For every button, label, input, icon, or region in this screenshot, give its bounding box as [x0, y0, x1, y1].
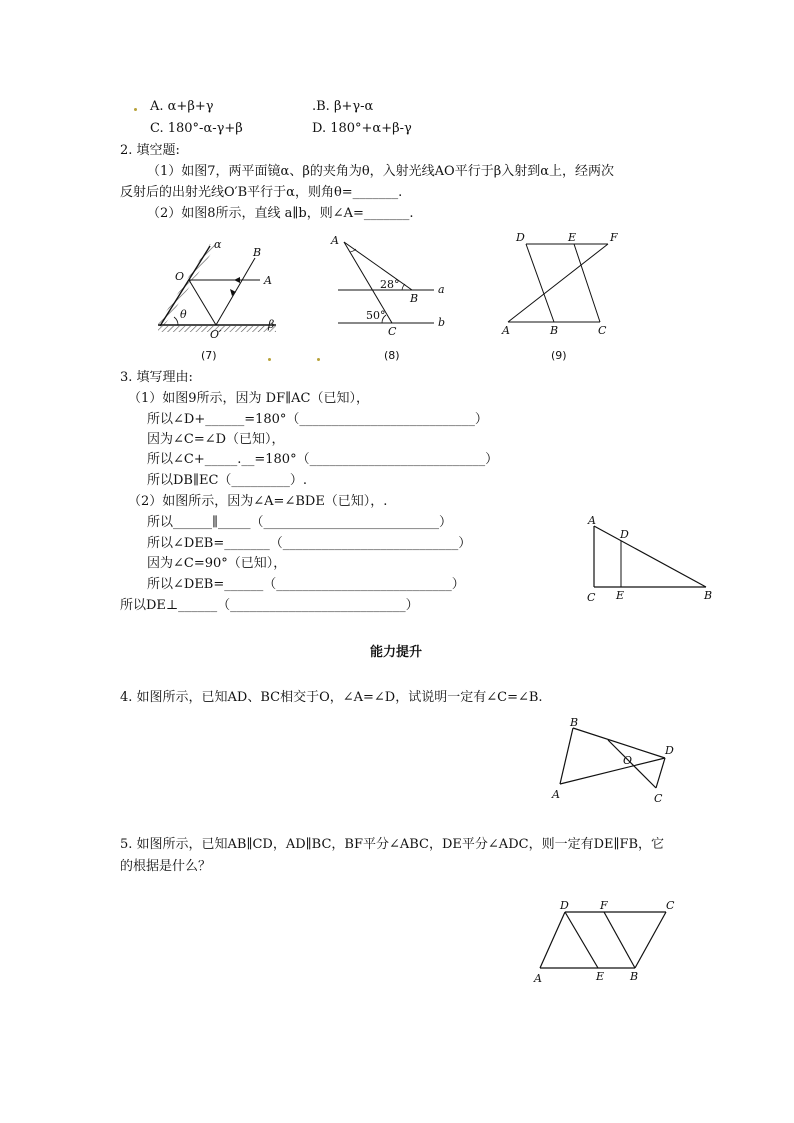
- fig9-label-D: D: [516, 231, 525, 244]
- q3-part1-line2: 因为∠C=∠D（已知），: [147, 432, 285, 447]
- option-a: A. α+β+γ: [150, 99, 214, 114]
- q4fig-label-D: D: [665, 744, 674, 757]
- section-title: 能力提升: [370, 645, 423, 660]
- q5fig-label-D: D: [560, 899, 569, 912]
- q4-figure: [548, 716, 678, 806]
- fig9-label-E: E: [568, 231, 577, 244]
- fig7-label-O-prime: O′: [210, 328, 222, 341]
- q4fig-label-O: O: [623, 754, 633, 767]
- fig8-label-C: C: [388, 325, 397, 338]
- figure-8: [330, 232, 450, 342]
- figure-7: [150, 236, 280, 356]
- option-d: D. 180°+α+β-γ: [312, 121, 412, 136]
- fig7-label-alpha: α: [214, 238, 222, 251]
- fig9-label-A: A: [502, 324, 510, 337]
- q5fig-label-F: F: [600, 899, 608, 912]
- fig7-label-theta: θ: [180, 308, 187, 321]
- decorative-dot: [317, 358, 320, 361]
- q3-part1-intro: （1）如图9所示，因为 DF∥AC（已知），: [128, 391, 369, 406]
- q3-part2-line1: 所以______∥_____（___________________________）: [147, 515, 453, 530]
- q3fig-label-B: B: [704, 589, 713, 602]
- q3-part2-intro: （2）如图所示，因为∠A=∠BDE（已知），.: [128, 494, 388, 509]
- q3fig-label-D: D: [620, 528, 629, 541]
- figure-9: [500, 230, 640, 340]
- decorative-dot: [134, 108, 137, 111]
- q3fig-label-E: E: [616, 589, 625, 602]
- q5-line1: 5. 如图所示，已知AB∥CD，AD∥BC，BF平分∠ABC，DE平分∠ADC，则一定有DE∥FB，它: [120, 837, 665, 852]
- q3-part2-line5: 所以DE⊥______（___________________________）: [120, 598, 419, 613]
- q4fig-label-A: A: [552, 788, 560, 801]
- q5-figure: [530, 898, 690, 988]
- fig7-label-beta: β: [268, 318, 275, 331]
- q2-part2: （2）如图8所示，直线 a∥b，则∠A=_______.: [147, 206, 414, 221]
- q2-part1-line2: 反射后的出射光线O′B平行于α，则角θ=_______.: [120, 185, 403, 200]
- fig8-label-50deg: 50°: [366, 309, 386, 322]
- fig8-label-a: a: [438, 283, 445, 296]
- q4-text: 4. 如图所示，已知AD、BC相交于O，∠A=∠D，试说明一定有∠C=∠B.: [120, 690, 543, 705]
- fig9-label-F: F: [610, 231, 618, 244]
- q5fig-label-E: E: [596, 970, 605, 983]
- decorative-dot: [268, 358, 271, 361]
- fig9-label-B: B: [550, 324, 559, 337]
- q3fig-label-A: A: [588, 514, 596, 527]
- q3-heading: 3. 填写理由:: [120, 370, 193, 385]
- q3-part2-line3: 因为∠C=90°（已知），: [147, 556, 287, 571]
- fig8-label-28deg: 28°: [380, 278, 400, 291]
- option-c: C. 180°-α-γ+β: [150, 121, 243, 136]
- q3-figure: [584, 512, 724, 602]
- fig7-label-A: A: [264, 274, 272, 287]
- q4fig-label-C: C: [654, 792, 663, 805]
- q5fig-label-B: B: [630, 970, 639, 983]
- q3-part1-line1: 所以∠D+______=180°（___________________________）: [147, 412, 488, 427]
- q3-part1-line4: 所以DB∥EC（_________）.: [147, 473, 308, 488]
- q5-line2: 的根据是什么？: [120, 859, 212, 874]
- fig7-caption: (7): [201, 349, 217, 362]
- option-b: .B. β+γ-α: [312, 99, 374, 114]
- fig7-label-O: O: [175, 270, 185, 283]
- q2-part1-line1: （1）如图7，两平面镜α、β的夹角为θ，入射光线AO平行于β入射到α上，经两次: [147, 164, 615, 179]
- q3-part2-line2: 所以∠DEB=_______（___________________________）: [147, 536, 472, 551]
- fig8-label-b: b: [438, 316, 446, 329]
- q2-heading: 2. 填空题:: [120, 143, 180, 158]
- fig9-label-C: C: [598, 324, 607, 337]
- q4fig-label-B: B: [570, 716, 579, 729]
- q3fig-label-C: C: [587, 591, 596, 604]
- q5fig-label-C: C: [666, 899, 675, 912]
- fig9-caption: (9): [551, 349, 567, 362]
- fig7-label-B: B: [253, 246, 262, 259]
- fig8-label-B: B: [410, 292, 419, 305]
- q3-part1-line3: 所以∠C+_____.__=180°（___________________________）: [147, 452, 499, 467]
- fig8-caption: (8): [384, 349, 400, 362]
- fig8-label-A: A: [331, 234, 339, 247]
- q5fig-label-A: A: [534, 972, 542, 985]
- q3-part2-line4: 所以∠DEB=______（___________________________）: [147, 577, 465, 592]
